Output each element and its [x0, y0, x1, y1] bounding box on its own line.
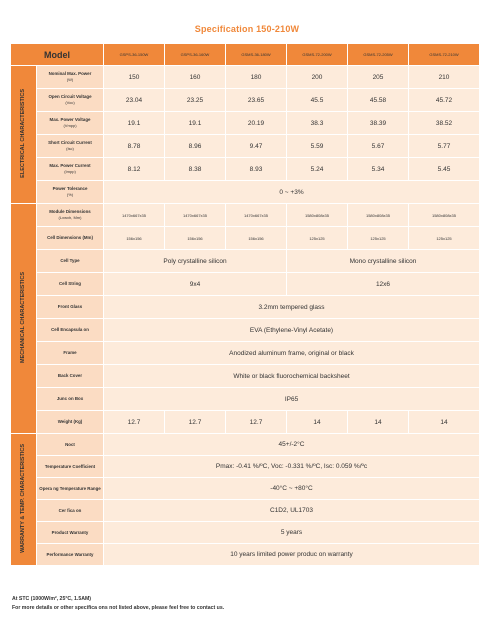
spec-row: [11, 388, 480, 411]
cell-value: 8.38: [165, 158, 226, 181]
cell-value: 9x4: [104, 273, 287, 296]
cell-value: 23.04: [104, 89, 165, 112]
cell-value: IP65: [104, 388, 480, 411]
spec-row: [11, 296, 480, 319]
spec-row: [11, 66, 480, 89]
cell-value: 5.77: [409, 135, 480, 158]
cell-value: 45.5: [287, 89, 348, 112]
cell-value: 23.65: [226, 89, 287, 112]
cell-value: EVA (Ethylene-Vinyl Acetate): [104, 319, 480, 342]
cell-value: -40°C ~ +80°C: [104, 478, 480, 500]
cell-value: 23.25: [165, 89, 226, 112]
cell-value: 45.72: [409, 89, 480, 112]
model-name: GSPS-36-150W: [104, 44, 165, 66]
spec-row: [11, 411, 480, 434]
row-label: Module Dimensions (Lxwxh, Mm): [37, 204, 104, 227]
row-label: Max. Power Voltage (Vmpp): [37, 112, 104, 135]
cell-value: 125x125: [348, 227, 409, 250]
cell-value: 19.1: [104, 112, 165, 135]
cell-value: White or black fluorochemical backsheet: [104, 365, 480, 388]
cell-value: 12x6: [287, 273, 480, 296]
row-label: Temperature Coefficient: [37, 456, 104, 478]
cell-value: 1470x667x35: [104, 204, 165, 227]
cell-value: 12.7: [226, 411, 287, 434]
cell-value: 5.24: [287, 158, 348, 181]
cell-value: 5.34: [348, 158, 409, 181]
cell-value: C1D2, UL1703: [104, 500, 480, 522]
row-label: Back Cover: [37, 365, 104, 388]
cell-value: 8.78: [104, 135, 165, 158]
contact-note: For more details or other specifica ons not listed above, please feel free to contact us.: [12, 605, 225, 611]
cell-value: 200: [287, 66, 348, 89]
cell-value: 125x125: [287, 227, 348, 250]
cell-value: 0 ~ +3%: [104, 181, 480, 204]
row-label: Short Circuit Current (Isc): [37, 135, 104, 158]
spec-row: [11, 342, 480, 365]
spec-row: [11, 456, 480, 478]
spec-row: [11, 434, 480, 456]
model-name: GSMS-72-210W: [409, 44, 480, 66]
cell-value: 8.93: [226, 158, 287, 181]
cell-value: 8.96: [165, 135, 226, 158]
cell-value: 45+/-2°C: [104, 434, 480, 456]
cell-value: 1580x808x35: [348, 204, 409, 227]
row-label: Cell String: [37, 273, 104, 296]
stc-note: At STC (1000W/m², 25°C, 1.5AM): [12, 596, 92, 602]
row-label: Power Tolerance (%): [37, 181, 104, 204]
cell-value: 14: [348, 411, 409, 434]
spec-row: [11, 319, 480, 342]
row-label: Opera ng Temperature Range: [37, 478, 104, 500]
row-label: Cell Type: [37, 250, 104, 273]
spec-row: [11, 273, 480, 296]
cell-value: 3.2mm tempered glass: [104, 296, 480, 319]
row-label: Noct: [37, 434, 104, 456]
row-label: Frame: [37, 342, 104, 365]
cell-value: 5.45: [409, 158, 480, 181]
cell-value: 125x125: [409, 227, 480, 250]
cell-value: 156x156: [104, 227, 165, 250]
model-name: GSMS-36-180W: [226, 44, 287, 66]
cell-value: 5.67: [348, 135, 409, 158]
cell-value: 10 years limited power produc on warranty: [104, 544, 480, 566]
spec-row: [11, 500, 480, 522]
cell-value: Poly crystalline silicon: [104, 250, 287, 273]
cell-value: 160: [165, 66, 226, 89]
cell-value: 205: [348, 66, 409, 89]
spec-row: [11, 204, 480, 227]
spec-row: [11, 89, 480, 112]
cell-value: 19.1: [165, 112, 226, 135]
cell-value: 8.12: [104, 158, 165, 181]
spec-row: [11, 135, 480, 158]
spec-row: [11, 158, 480, 181]
spec-row: [11, 365, 480, 388]
spec-row: [11, 112, 480, 135]
warranty-group-label: WARRANTY & TEMP. CHARACTERISTICS: [11, 434, 37, 566]
cell-value: 5.59: [287, 135, 348, 158]
cell-value: 12.7: [165, 411, 226, 434]
cell-value: 150: [104, 66, 165, 89]
cell-value: 1470x667x35: [226, 204, 287, 227]
cell-value: 12.7: [104, 411, 165, 434]
row-label: Open Circuit Voltage (Voc): [37, 89, 104, 112]
cell-value: 45.58: [348, 89, 409, 112]
model-name: GSMS-72-205W: [348, 44, 409, 66]
cell-value: 180: [226, 66, 287, 89]
spec-row: [11, 544, 480, 566]
row-label: Product Warranty: [37, 522, 104, 544]
model-header: Model: [11, 44, 104, 66]
row-label: Junc on Box: [37, 388, 104, 411]
cell-value: 38.52: [409, 112, 480, 135]
cell-value: 20.19: [226, 112, 287, 135]
header-row: [11, 44, 480, 66]
page-title: Specification 150-210W: [194, 24, 300, 34]
spec-row: [11, 522, 480, 544]
cell-value: 14: [409, 411, 480, 434]
row-label: Cer fica on: [37, 500, 104, 522]
cell-value: Pmax: -0.41 %/ºC, Voc: -0.331 %/ºC, Isc: 0.059 %/ºc: [104, 456, 480, 478]
row-label: Cell Dimensions (Mm): [37, 227, 104, 250]
cell-value: 1580x808x35: [287, 204, 348, 227]
mechanical-group-label: MECHANICAL CHARACTERISTICS: [11, 204, 37, 434]
model-name: GSMS-72-200W: [287, 44, 348, 66]
cell-value: 9.47: [226, 135, 287, 158]
electrical-group-label: ELECTRICAL CHARACTERISTICS: [11, 66, 37, 204]
spec-row: [11, 250, 480, 273]
cell-value: 38.39: [348, 112, 409, 135]
specification-table: [10, 43, 480, 566]
cell-value: 5 years: [104, 522, 480, 544]
spec-row: [11, 181, 480, 204]
cell-value: 14: [287, 411, 348, 434]
spec-row: [11, 478, 480, 500]
row-label: Performance Warranty: [37, 544, 104, 566]
cell-value: 156x156: [226, 227, 287, 250]
spec-row: [11, 227, 480, 250]
row-label: Front Glass: [37, 296, 104, 319]
cell-value: 38.3: [287, 112, 348, 135]
cell-value: 210: [409, 66, 480, 89]
row-label: Max. Power Current (Impp): [37, 158, 104, 181]
cell-value: Anodized aluminum frame, original or black: [104, 342, 480, 365]
row-label: Weight (Kg): [37, 411, 104, 434]
cell-value: 1580x808x35: [409, 204, 480, 227]
model-name: GSPS-36-160W: [165, 44, 226, 66]
cell-value: 156x156: [165, 227, 226, 250]
cell-value: 1470x667x35: [165, 204, 226, 227]
cell-value: Mono crystalline silicon: [287, 250, 480, 273]
row-label: Cell Encapsula on: [37, 319, 104, 342]
row-label: Nominal Max. Power (W): [37, 66, 104, 89]
